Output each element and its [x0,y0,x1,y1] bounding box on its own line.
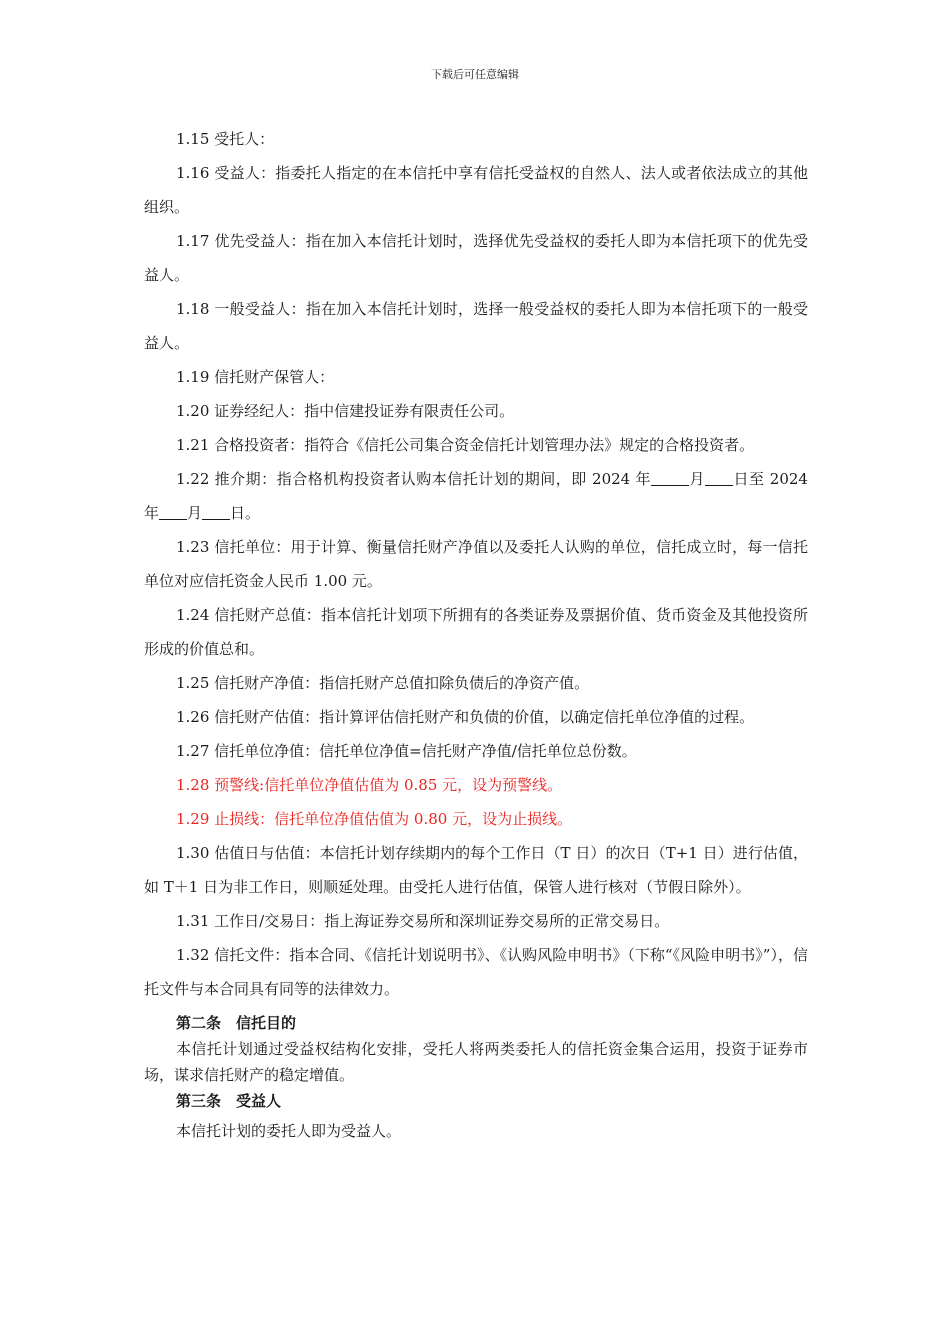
document-body [144,122,808,1148]
clause-1-27: 1.27 信托单位净值：信托单位净值=信托财产净值/信托单位总份数。 [176,742,637,760]
clause-1-32: 1.32 信托文件：指本合同、《信托计划说明书》、《认购风险申明书》（下称“《风险申明书》”），信托文件与本合同具有同等的法律效力。 [144,946,808,998]
clause-1-25: 1.25 信托财产净值：指信托财产总值扣除负债后的净资产值。 [176,674,590,692]
article-2-title: 第二条 信托目的 [176,1014,297,1032]
clause-1-22-part-c: 日至 2024 年 [144,470,808,522]
day-blank[interactable] [705,469,733,486]
clause-1-22-part-e: 日。 [230,504,261,522]
clause-1-26: 1.26 信托财产估值：指计算评估信托财产和负债的价值，以确定信托单位净值的过程。 [176,708,755,726]
article-3-body: 本信托计划的委托人即为受益人。 [176,1122,402,1140]
clause-1-19: 1.19 信托财产保管人： [176,368,335,386]
clause-1-28-warning-line: 1.28 预警线:信托单位净值估值为 0.85 元，设为预警线。 [176,776,563,794]
clause-1-29-stop-loss-line: 1.29 止损线：信托单位净值估值为 0.80 元，设为止损线。 [176,810,573,828]
clause-1-15: 1.15 受托人： [176,130,275,148]
clause-1-20: 1.20 证券经纪人：指中信建投证券有限责任公司。 [176,402,515,420]
clause-1-22-part-d: 月 [187,504,203,522]
clause-1-22-part-a: 1.22 推介期：指合格机构投资者认购本信托计划的期间，即 2024 年 [176,470,651,488]
clause-1-21: 1.21 合格投资者：指符合《信托公司集合资金信托计划管理办法》规定的合格投资者。 [176,436,755,454]
article-2-body: 本信托计划通过受益权结构化安排，受托人将两类委托人的信托资金集合运用，投资于证券市场，谋求信托财产的稳定增值。 [144,1040,808,1084]
page-header: 下载后可任意编辑 [431,68,519,81]
clause-1-22-part-b: 月 [689,470,706,488]
clause-1-31: 1.31 工作日/交易日：指上海证券交易所和深圳证券交易所的正常交易日。 [176,912,670,930]
clause-1-18: 1.18 一般受益人：指在加入本信托计划时，选择一般受益权的委托人即为本信托项下的一般受益人。 [144,300,808,352]
clause-1-22 [144,462,808,530]
clause-1-24: 1.24 信托财产总值：指本信托计划项下所拥有的各类证券及票据价值、货币资金及其他投资所形成的价值总和。 [144,606,808,658]
month-blank[interactable] [651,469,689,486]
clause-1-30: 1.30 估值日与估值：本信托计划存续期内的每个工作日（T 日）的次日（T+1 日）进行估值，如 T＋1 日为非工作日，则顺延处理。由受托人进行估值，保管人进行核对（节假日除外）。 [144,844,808,896]
end-month-blank[interactable] [159,503,187,520]
clause-1-17: 1.17 优先受益人：指在加入本信托计划时，选择优先受益权的委托人即为本信托项下的优先受益人。 [144,232,808,284]
end-day-blank[interactable] [202,503,230,520]
clause-1-16: 1.16 受益人：指委托人指定的在本信托中享有信托受益权的自然人、法人或者依法成立的其他组织。 [144,164,808,216]
clause-1-23: 1.23 信托单位：用于计算、衡量信托财产净值以及委托人认购的单位，信托成立时，每一信托单位对应信托资金人民币 1.00 元。 [144,538,808,590]
article-3-title: 第三条 受益人 [176,1092,282,1110]
